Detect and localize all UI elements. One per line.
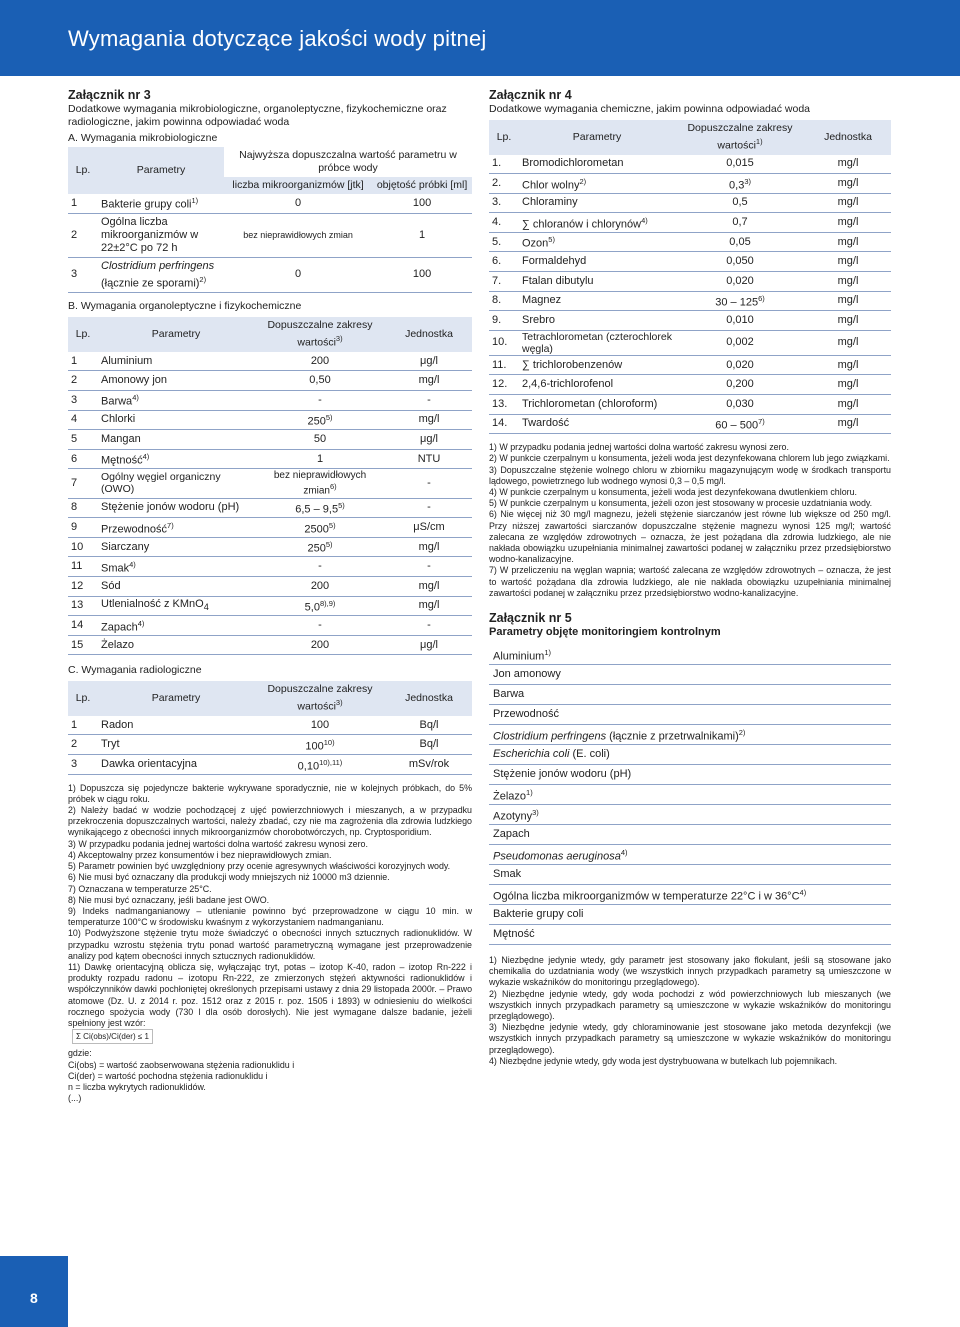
table-row: 1 Radon 100 Bq/l (68, 716, 472, 735)
list-item: Przewodność (489, 705, 891, 725)
table-row: 1. Bromodichlorometan 0,015 mg/l (489, 155, 891, 174)
table-row: 2 Amonowy jon 0,50 mg/l (68, 371, 472, 391)
list-item: Escherichia coli (E. coli) (489, 745, 891, 765)
table-row: 6 Mętność$^{4)}$ 1 NTU (68, 449, 472, 469)
col-max: Najwyższa dopuszczalna wartość parametru w próbce wody (224, 147, 472, 177)
page-number-box (0, 1256, 68, 1327)
table-row: 13. Trichlorometan (chloroform) 0,030 mg/l (489, 395, 891, 415)
list-item: Stężenie jonów wodoru (pH) (489, 765, 891, 785)
table-row: 7. Ftalan dibutylu 0,020 mg/l (489, 272, 891, 292)
col-param: Parametry (98, 147, 224, 194)
table-row: 12. 2,4,6-trichlorofenol 0,200 mg/l (489, 375, 891, 395)
list-item: Żelazo$^{1)}$ (489, 785, 891, 805)
table-row: 6. Formaldehyd 0,050 mg/l (489, 252, 891, 272)
table-row: 14 Zapach$^{4)}$ - - (68, 616, 472, 636)
table-row: 1 Aluminium 200 μg/l (68, 352, 472, 371)
table-row: 2 Tryt 100$^{10)}$ Bq/l (68, 735, 472, 755)
footnote: 4) Akceptowalny przez konsumentów i bez nieprawidłowych zmian. (68, 849, 332, 860)
formula-legend (68, 1048, 472, 1104)
table-row: 3 Barwa$^{4)}$ - - (68, 390, 472, 410)
footnote: 2) Niezbędne jedynie wtedy, gdy woda pochodzi z wód powierzchniowych lub mieszanych (we wszystkich innych przypadkach parametry są umieszczone w wykazie wskaźników do monitoringu przeglądowego). (489, 988, 891, 1022)
table-row: 8. Magnez 30 – 125$^{6)}$ mg/l (489, 291, 891, 311)
footnote: 6) Nie musi być oznaczany dla produkcji wody mniejszych niż 10000 m3 dziennie. (68, 872, 390, 883)
table-row: 5 Mangan 50 μg/l (68, 430, 472, 450)
annex4-table: Lp. Parametry Dopuszczalne zakresy wartości$^{1)}$ Jednostka 1. Bromodichlorometan 0,015 mg/l 2. Chlor wolny$^{2)}$ 0,3$^{3)}$ mg/l 3. Chloraminy 0,5 mg/l 4. ∑ chloranów i chlorynów$^{4)}$ 0,7 mg/l 5. Ozon$^{5)}$ 0,05 mg/l 6. Formaldehyd 0,050 mg/l 7. Ftalan dibutylu 0,020 mg/l 8. Magnez 30 – 125$^{6)}$ mg/l 9. Srebro 0,010 mg/l 10. Tetrachlorometan (czterochlorek węgla) 0,002 mg/l 11. ∑ trichlorobenzenów 0,020 mg/l 12. 2,4,6-trichlorofenol 0,200 mg/l 13. Trichlorometan (chloroform) 0,030 mg/l 14. Twardość 60 – 500$^{7)}$ mg/l (489, 120, 891, 434)
table-row: 14. Twardość 60 – 500$^{7)}$ mg/l (489, 414, 891, 434)
annex5-footnotes (489, 955, 891, 1067)
footnote: 4) Niezbędne jedynie wtedy, gdy woda jest dystrybuowana w butelkach lub pojemnikach. (489, 1055, 838, 1066)
footnote: 3) Dopuszczalne stężenie wolnego chloru w zbiorniku magazynującym wodę w środkach transportu lądowego, powietrznego lub wodnego wynosi 0,3 – 0,5 mg/l. (489, 464, 891, 486)
right-column (489, 88, 891, 1067)
footnote: 5) W punkcie czerpalnym u konsumenta, jeżeli ozon jest stosowany w procesie uzdatniania wody. (489, 498, 873, 509)
list-item: Pseudomonas aeruginosa$^{4)}$ (489, 845, 891, 865)
list-item: Bakterie grupy coli (489, 905, 891, 925)
table-row: 4 Chlorki 250$^{5)}$ mg/l (68, 410, 472, 430)
partC-table: Lp. Parametry Dopuszczalne zakresy wartości$^{3)}$ Jednostka 1 Radon 100 Bq/l 2 Tryt 100$^{10)}$ Bq/l 3 Dawka orientacyjna $0,10^{10),11)}$ mSv/rok (68, 681, 472, 774)
table-row: 13 Utlenialność z KMnO$_4$ $5,0^{8),9)}$ mg/l (68, 596, 472, 616)
footnote: 11) Dawkę orientacyjną oblicza się, wyłączając tryt, potas – izotop K-40, radon – izotop Rn-222 i produkty rozpadu radonu – izotopu Rn-222, ze zmierzonych stężeń aktywności radionuklidów i współczynników dawki pochłoniętej określonych przepisami ustawy z dnia 29 listopada 2000r. – Prawo atomowe (Dz. U. z 2014 r. poz. 1512 oraz z 2015 r. poz. 1505 i 1893) w odniesieniu do wielkości rocznego spożycia wody (730 l dla osób dorosłych). Nie jest wymagane dalsze badanie, jeżeli spełniony jest wzór: (68, 961, 472, 1028)
footnote: 1) Dopuszcza się pojedyncze bakterie wykrywane sporadycznie, nie w kolejnych próbkach, do 5% próbek w ciągu roku. (68, 782, 472, 804)
table-row: 11. ∑ trichlorobenzenów 0,020 mg/l (489, 355, 891, 375)
table-row: 9. Srebro 0,010 mg/l (489, 311, 891, 331)
footnote: Ci(der) = wartość pochodna stężenia radionuklidu i (68, 1070, 268, 1081)
list-item: Ogólna liczba mikroorganizmów w temperaturze 22°C i w $36^\circ C^{4)}$ (489, 885, 891, 905)
footnote: 4) W punkcie czerpalnym u konsumenta, jeżeli woda jest dezynfekowana dwutlenkiem chloru. (489, 487, 858, 498)
list-item: Barwa (489, 685, 891, 705)
list-item: Clostridium perfringens (łącznie z przetrwalnikami)$^{2)}$ (489, 725, 891, 745)
col-lp: Lp. (68, 147, 98, 194)
partA-heading: A. Wymagania mikrobiologiczne (68, 132, 218, 144)
table-row: 3 Dawka orientacyjna $0,10^{10),11)}$ mSv/rok (68, 755, 472, 775)
footnote: 1) W przypadku podania jednej wartości dolna wartość zakresu wynosi zero. (489, 442, 789, 453)
page-title: Wymagania dotyczące jakości wody pitnej (68, 26, 487, 51)
list-item: Smak (489, 865, 891, 885)
annex5-subtitle: Parametry objęte monitoringiem kontrolnym (489, 626, 721, 639)
table-row: 8 Stężenie jonów wodoru (pH) 6,5 – 9,5$^{5)}$ - (68, 498, 472, 518)
footnote: 2) Należy badać w wodzie pochodzącej z ujęć powierzchniowych i mieszanych, a w przypadku przekroczenia dopuszczalnych wartości, należy zbadać, czy nie ma zagrożenia dla zdrowia ludzkiego wynikającego z obecności innych mikroorganizmów chorobotwórczych, np. Cryptosporidium. (68, 805, 472, 838)
footnote: 3) Niezbędne jedynie wtedy, gdy chloraminowanie jest stosowane jako metoda dezynfekcji (we wszystkich innych przypadkach parametry są umieszczone w wykazie wskaźników do monitoringu przeglądowego). (489, 1022, 891, 1055)
footnote: (...) (68, 1093, 82, 1104)
list-item: Jon amonowy (489, 665, 891, 685)
footnote: 7) Oznaczana w temperaturze 25°C. (68, 883, 212, 894)
partB-heading: B. Wymagania organoleptyczne i fizykochemiczne (68, 300, 302, 313)
table-row: 7 Ogólny węgiel organiczny (OWO) bez nieprawidłowych zmian$^{6)}$ - (68, 469, 472, 498)
list-item: Mętność (489, 925, 891, 945)
table-row: 3 Clostridium perfringens (łącznie ze sporami)$^{2)}$ 0 100 (68, 257, 472, 293)
table-row: 12 Sód 200 mg/l (68, 577, 472, 597)
footnote: 10) Podwyższone stężenie trytu może świadczyć o obecności innych sztucznych radionuklidów. W przypadku wzrostu stężenia trytu ponad wartość parametryczną wymagane jest przeprowadzenie analizy pod kątem obecności innych sztucznych radionuklidów. (68, 928, 472, 961)
partB-table: Lp. Parametry Dopuszczalne zakresy wartości$^{3)}$ Jednostka 1 Aluminium 200 μg/l 2 Amonowy jon 0,50 mg/l 3 Barwa$^{4)}$ - - 4 Chlorki 250$^{5)}$ mg/l 5 Mangan 50 μg/l 6 Mętność$^{4)}$ 1 NTU 7 Ogólny węgiel organiczny (OWO) bez nieprawidłowych zmian$^{6)}$ - 8 Stężenie jonów wodoru (pH) 6,5 – 9,5$^{5)}$ - 9 Przewodność$^{7)}$ 2500$^{5)}$ μS/cm 10 Siarczany 250$^{5)}$ mg/l 11 Smak$^{4)}$ - - 12 Sód 200 mg/l 13 Utlenialność z KMnO$_4$ $5,0^{8),9)}$ mg/l 14 Zapach$^{4)}$ - - 15 Żelazo 200 μg/l (68, 317, 472, 655)
footnote: 8) Nie musi być oznaczany, jeśli badane jest OWO. (68, 894, 270, 905)
annex3-title: Załącznik nr 3 (68, 88, 151, 102)
footnote: gdzie: (68, 1048, 92, 1059)
footnote: 6) Nie więcej niż 30 mg/l magnezu, jeżeli stężenie siarczanów jest równe lub większe od 250 mg/l. Przy niższej zawartości siarczanów dopuszczalne stężenie magnezu wynosi 125 mg/l; wartość zalecana ze względów zdrowotnych – oznacza, że jest pożądana dla zdrowia ludzkiego, ale nie nakłada obowiązku uzupełniania minimalnej zawartości podanej w załączniku przez przedsiębiorstwo wodno-kanalizacyjne. (489, 509, 891, 565)
footnote: n = liczba wykrytych radionuklidów. (68, 1081, 206, 1092)
annex4-footnotes (489, 442, 891, 599)
table-row: 1 Bakterie grupy coli$^{1)}$ 0 100 (68, 194, 472, 213)
table-row: 10. Tetrachlorometan (czterochlorek węgla) 0,002 mg/l (489, 330, 891, 355)
footnote: 3) W przypadku podania jednej wartości dolna wartość zakresu wynosi zero. (68, 838, 368, 849)
table-row: 10 Siarczany 250$^{5)}$ mg/l (68, 537, 472, 557)
annex3-footnotes (68, 783, 472, 1029)
left-column (68, 88, 472, 1104)
table-row: 4. ∑ chloranów i chlorynów$^{4)}$ 0,7 mg/l (489, 213, 891, 233)
annex4-subtitle: Dodatkowe wymagania chemiczne, jakim powinna odpowiadać woda (489, 103, 811, 115)
formula: Σ Ci(obs)/Ci(der) ≤ 1 (72, 1029, 153, 1044)
annex4-title: Załącznik nr 4 (489, 88, 572, 102)
footnote: 5) Parametr powinien być uwzględniony przy ocenie agresywnych właściwości korozyjnych wody. (68, 861, 451, 872)
table-row: 15 Żelazo 200 μg/l (68, 635, 472, 655)
annex5-list (489, 645, 891, 945)
table-row: 3. Chloraminy 0,5 mg/l (489, 193, 891, 213)
footnote: 1) Niezbędne jedynie wtedy, gdy parametr jest stosowany jako flokulant, jeśli są stosowane jako chemikalia do uzdatniania wody (we wszystkich innych przypadkach parametry są umieszczone w wykazie wskaźników do monitoringu przeglądowego). (489, 955, 891, 988)
annex3-subtitle: Dodatkowe wymagania mikrobiologiczne, organoleptyczne, fizykochemiczne oraz radiologiczne, jakim powinna odpowiadać woda (68, 103, 447, 128)
list-item: Azotyny$^{3)}$ (489, 805, 891, 825)
footnote: Ci(obs) = wartość zaobserwowana stężenia radionuklidu i (68, 1059, 295, 1070)
col-volume: objętość próbki [ml] (372, 177, 472, 194)
list-item: Zapach (489, 825, 891, 845)
page-banner (0, 0, 960, 76)
footnote: 9) Indeks nadmanganianowy – utlenianie powinno być przeprowadzone w ciągu 10 min. w temperaturze 100°C w środowisku kwaśnym z wykorzystaniem nadmanganianu. (68, 905, 472, 928)
page-number: 8 (30, 1290, 38, 1306)
list-item: Aluminium$^{1)}$ (489, 645, 891, 665)
footnote: 7) W przeliczeniu na węglan wapnia; wartość zalecana ze względów zdrowotnych – oznacza, że jest to wartość pożądana dla zdrowia ludzkiego, ale nie nakłada obowiązku uzupełniania minimalnej zawartości podanej w załączniku przez przedsiębiorstwo wodno-kanalizacyjne. (489, 565, 891, 598)
table-row: 11 Smak$^{4)}$ - - (68, 557, 472, 577)
partA-table (68, 147, 472, 293)
col-count: liczba mikroorganizmów [jtk] (224, 177, 372, 194)
annex5-title: Załącznik nr 5 (489, 611, 572, 626)
table-row: 2 Ogólna liczba mikroorganizmów w 22±2°C po 72 h bez nieprawidłowych zmian 1 (68, 213, 472, 257)
formula-block (68, 1029, 472, 1044)
footnote: 2) W punkcie czerpalnym u konsumenta, jeżeli woda jest dezynfekowana chlorem lub jego związkami. (489, 453, 890, 464)
partC-heading: C. Wymagania radiologiczne (68, 664, 202, 677)
table-row: 9 Przewodność$^{7)}$ 2500$^{5)}$ μS/cm (68, 518, 472, 538)
table-row: 5. Ozon$^{5)}$ 0,05 mg/l (489, 232, 891, 252)
table-row: 2. Chlor wolny$^{2)}$ 0,3$^{3)}$ mg/l (489, 174, 891, 194)
